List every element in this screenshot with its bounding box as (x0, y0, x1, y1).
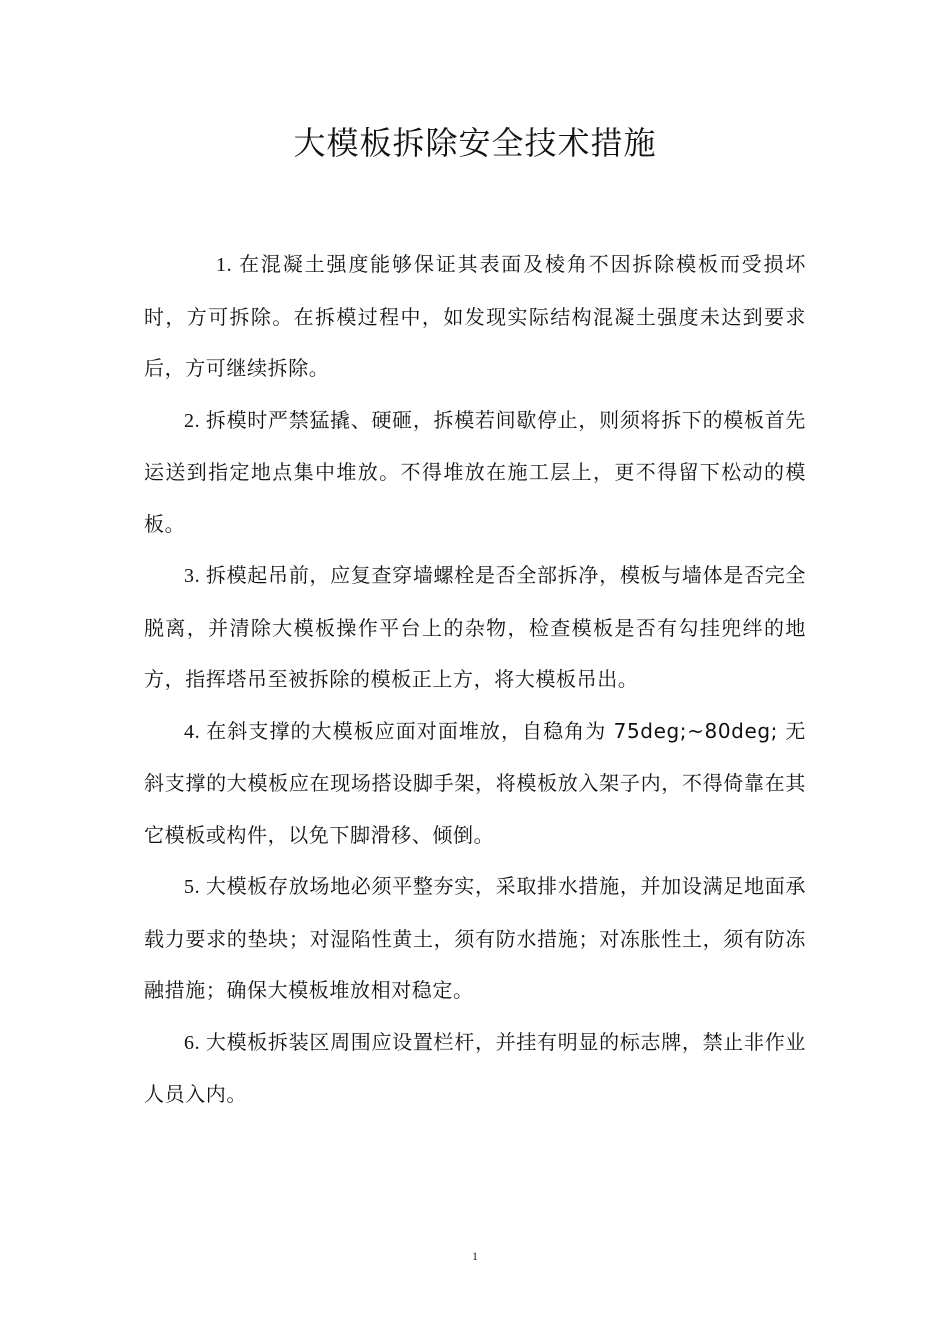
paragraph-3 (144, 550, 806, 706)
paragraph-number: 1. (216, 254, 240, 276)
paragraph-number: 6. (184, 1031, 206, 1054)
paragraph-number: 4. (184, 720, 207, 743)
paragraph-text: 拆模起吊前，应复查穿墙螺栓是否全部拆净，模板与墙体是否完全脱离，并清除大模板操作平台上的杂物，检查模板是否有勾挂兜绊的地方，指挥塔吊至被拆除的模板正上方，将大模板吊出。 (144, 563, 806, 691)
paragraph-5 (144, 861, 806, 1017)
paragraph-number: 3. (184, 565, 206, 587)
paragraph-number: 5. (184, 876, 206, 898)
paragraph-text: 在混凝土强度能够保证其表面及棱角不因拆除模板而受损坏时，方可拆除。在拆模过程中，如发现实际结构混凝土强度未达到要求后，方可继续拆除。 (144, 252, 806, 380)
document-title: 大模板拆除安全技术措施 (293, 124, 657, 162)
paragraph-1 (144, 239, 806, 395)
paragraph-text: 在斜支撑的大模板应面对面堆放，自稳角为 75deg;~80deg; 无斜支撑的大模板应在现场搭设脚手架，将模板放入架子内，不得倚靠在其它模板或构件，以免下脚滑移、倾倒。 (144, 718, 806, 847)
document-body (144, 239, 806, 1121)
paragraph-text: 大模板存放场地必须平整夯实，采取排水措施，并加设满足地面承载力要求的垫块；对湿陷性黄土，须有防水措施；对冻胀性土，须有防冻融措施；确保大模板堆放相对稳定。 (144, 874, 806, 1002)
page-number: 1 (472, 1249, 478, 1263)
paragraph-text: 拆模时严禁猛撬、硬砸，拆模若间歇停止，则须将拆下的模板首先运送到指定地点集中堆放。不得堆放在施工层上，更不得留下松动的模板。 (144, 407, 806, 536)
paragraph-number: 2. (184, 409, 206, 432)
paragraph-6 (144, 1017, 806, 1121)
paragraph-2 (144, 395, 806, 551)
paragraph-text: 大模板拆装区周围应设置栏杆，并挂有明显的标志牌，禁止非作业人员入内。 (144, 1029, 806, 1106)
paragraph-4 (144, 706, 806, 862)
